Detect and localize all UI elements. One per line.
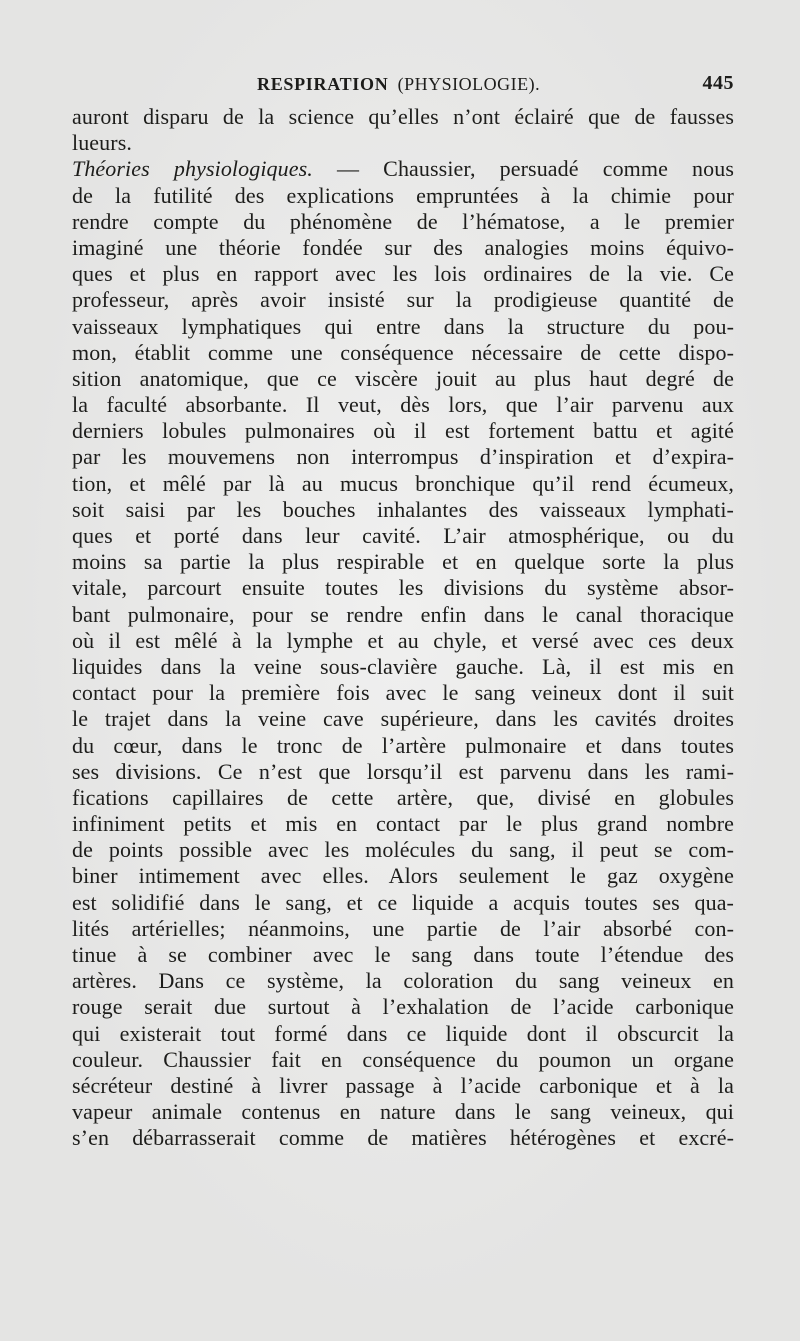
- text-line: sition anatomique, que ce viscère jouit au plus haut degré de: [72, 365, 734, 391]
- text-line: auront disparu de la science qu’elles n’ont éclairé que de fausses: [72, 104, 734, 129]
- text-line: soit saisi par les bouches inhalantes des vaisseaux lymphati-: [72, 496, 734, 522]
- text-line: imaginé une théorie fondée sur des analogies moins équivo-: [72, 234, 734, 260]
- text-line: artères. Dans ce système, la coloration du sang veineux en: [72, 968, 734, 994]
- text-line: rendre compte du phénomène de l’hématose, a le premier: [72, 208, 734, 234]
- text-line: ques et plus en rapport avec les lois ordinaires de la vie. Ce: [72, 261, 734, 287]
- text-line: ses divisions. Ce n’est que lorsqu’il est parvenu dans les rami-: [72, 758, 734, 784]
- text-line: mon, établit comme une conséquence nécessaire de cette dispo-: [72, 339, 734, 365]
- text-line: lueurs.: [72, 130, 132, 156]
- text-line: la faculté absorbante. Il veut, dès lors, que l’air parvenu aux: [72, 392, 734, 418]
- text-line: bant pulmonaire, pour se rendre enfin dans le canal thoracique: [72, 601, 734, 627]
- text-line-with-italic-heading: [72, 156, 734, 182]
- text-line: derniers lobules pulmonaires où il est fortement battu et agité: [72, 418, 734, 444]
- text-line: contact pour la première fois avec le sang veineux dont il suit: [72, 680, 734, 706]
- text-line: où il est mêlé à la lymphe et au chyle, et versé avec ces deux: [72, 627, 734, 653]
- section-heading-continuation: — Chaussier, persuadé comme nous: [312, 156, 734, 182]
- text-line: liquides dans la veine sous-clavière gauche. Là, il est mis en: [72, 653, 734, 679]
- text-line: couleur. Chaussier fait en conséquence du poumon un organe: [72, 1046, 734, 1072]
- text-line: professeur, après avoir insisté sur la prodigieuse quantité de: [72, 287, 734, 313]
- text-line: le trajet dans la veine cave supérieure, dans les cavités droites: [72, 706, 734, 732]
- page-header: [72, 74, 734, 104]
- text-line: fications capillaires de cette artère, que, divisé en globules: [72, 784, 734, 810]
- text-line: tion, et mêlé par là au mucus bronchique qu’il rend écumeux,: [72, 470, 734, 496]
- text-line: ques et porté dans leur cavité. L’air atmosphérique, ou du: [72, 523, 734, 548]
- text-line: sécréteur destiné à livrer passage à l’acide carbonique et à la: [72, 1072, 734, 1098]
- running-head: [257, 74, 540, 95]
- section-heading: Théories physiologiques.: [72, 156, 313, 182]
- text-line: est solidifié dans le sang, et ce liquide a acquis toutes ses qua-: [72, 889, 734, 915]
- text-line: qui existerait tout formé dans ce liquide dont il obscurcit la: [72, 1020, 734, 1046]
- running-head-title: RESPIRATION: [257, 74, 389, 94]
- text-line: biner intimement avec elles. Alors seulement le gaz oxygène: [72, 863, 734, 889]
- text-line: moins sa partie la plus respirable et en quelque sorte la plus: [72, 549, 734, 575]
- text-line: du cœur, dans le tronc de l’artère pulmonaire et dans toutes: [72, 732, 734, 758]
- body-text: [72, 104, 734, 1152]
- text-line: vaisseaux lymphatiques qui entre dans la structure du pou-: [72, 313, 734, 339]
- text-line: vitale, parcourt ensuite toutes les divisions du système absor-: [72, 575, 734, 601]
- text-line: de la futilité des explications empruntées à la chimie pour: [72, 182, 734, 208]
- running-head-subtitle: (PHYSIOLOGIE).: [397, 74, 541, 94]
- text-line: par les mouvemens non interrompus d’inspiration et d’expira-: [72, 444, 734, 470]
- text-line: rouge serait due surtout à l’exhalation de l’acide carbonique: [72, 994, 734, 1020]
- text-line: lités artérielles; néanmoins, une partie de l’air absorbé con-: [72, 915, 734, 941]
- text-line: tinue à se combiner avec le sang dans toute l’étendue des: [72, 942, 734, 967]
- text-line: vapeur animale contenus en nature dans le sang veineux, qui: [72, 1099, 734, 1125]
- text-line: infiniment petits et mis en contact par le plus grand nombre: [72, 811, 734, 837]
- page-number: 445: [702, 72, 734, 94]
- text-line: s’en débarrasserait comme de matières hétérogènes et excré-: [72, 1125, 734, 1151]
- text-line: de points possible avec les molécules du sang, il peut se com-: [72, 837, 734, 863]
